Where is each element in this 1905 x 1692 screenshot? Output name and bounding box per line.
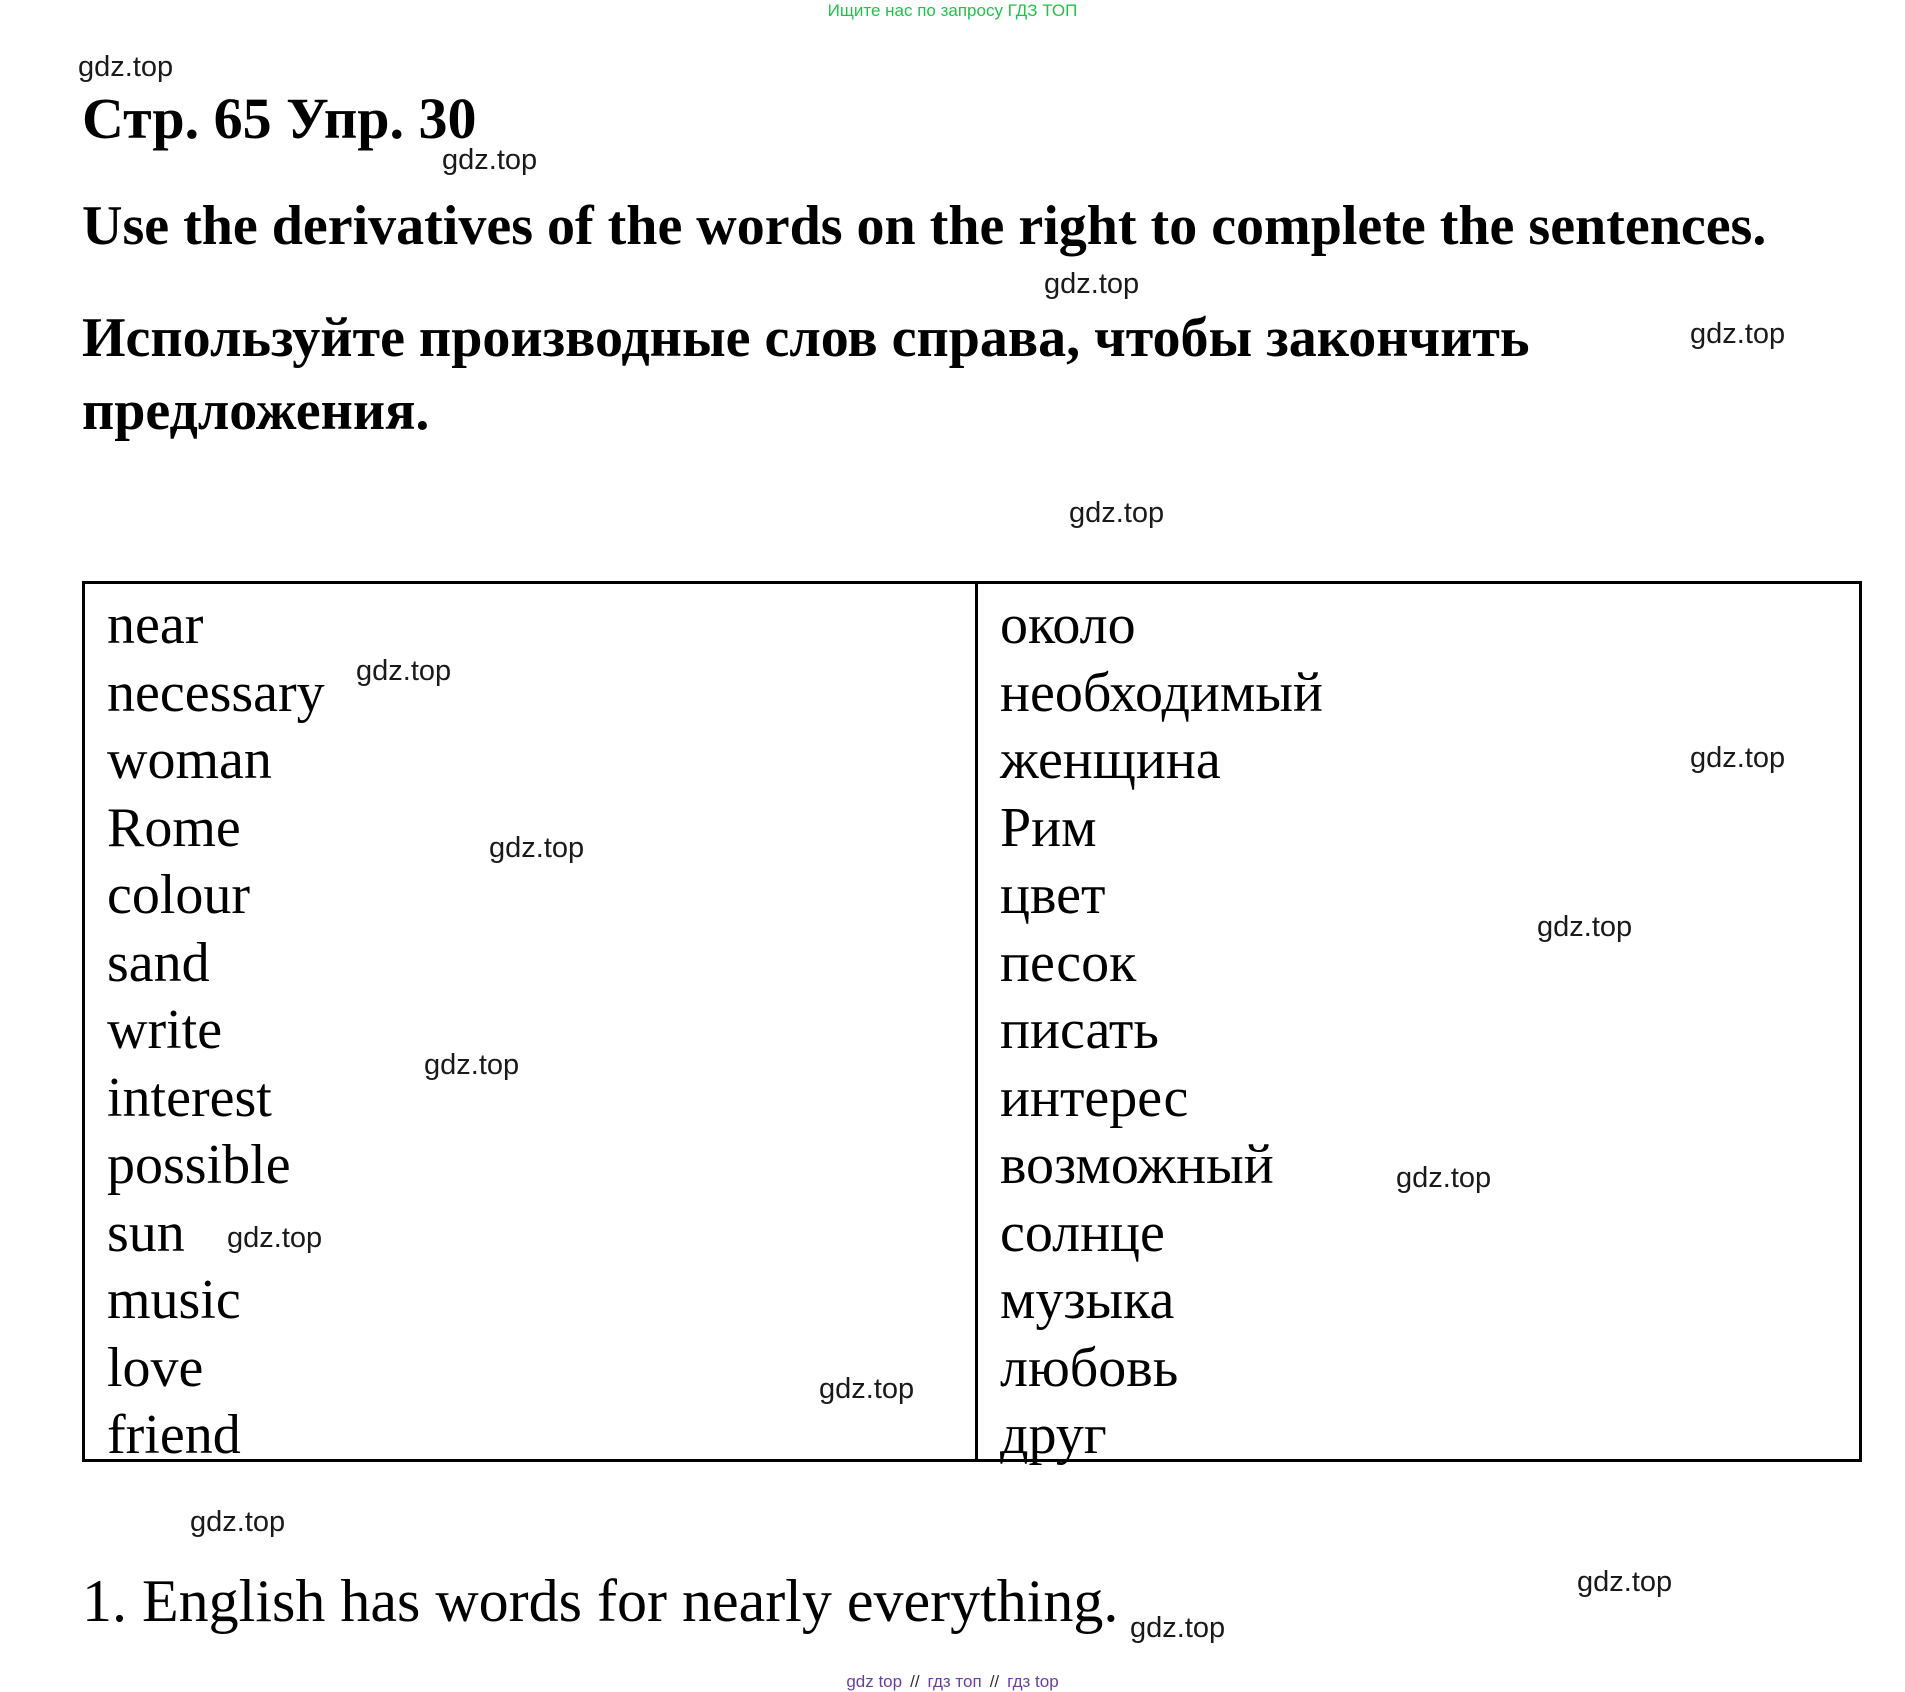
separator: // bbox=[910, 1672, 920, 1691]
english-word: music bbox=[107, 1269, 241, 1331]
russian-word: около bbox=[1000, 594, 1136, 656]
watermark: gdz.top bbox=[1577, 1566, 1673, 1598]
bottom-banner-link[interactable]: гдз топ bbox=[927, 1672, 982, 1691]
english-word: love bbox=[107, 1336, 204, 1399]
english-word: woman bbox=[107, 729, 272, 791]
russian-word: любовь bbox=[1000, 1336, 1179, 1399]
column-divider bbox=[975, 584, 978, 1459]
watermark: gdz.top bbox=[442, 144, 538, 176]
english-word: sand bbox=[107, 931, 210, 994]
vocabulary-table bbox=[82, 581, 1862, 1466]
russian-word: женщина bbox=[1000, 729, 1221, 791]
russian-word: цвет bbox=[1000, 864, 1106, 926]
english-word: possible bbox=[107, 1134, 291, 1196]
russian-column bbox=[1000, 592, 1323, 1470]
english-word: interest bbox=[107, 1066, 272, 1129]
watermark: gdz.top bbox=[1396, 1162, 1492, 1194]
bottom-banner-link[interactable]: gdz top bbox=[846, 1672, 903, 1691]
watermark: gdz.top bbox=[190, 1506, 286, 1538]
top-banner-link[interactable]: Ищите нас по запросу ГДЗ ТОП bbox=[827, 1, 1078, 20]
english-word: near bbox=[107, 594, 204, 656]
watermark: gdz.top bbox=[424, 1049, 520, 1081]
watermark: gdz.top bbox=[78, 51, 174, 83]
page-title: Стр. 65 Упр. 30 bbox=[82, 86, 477, 151]
watermark: gdz.top bbox=[819, 1373, 915, 1405]
watermark: gdz.top bbox=[489, 832, 585, 864]
russian-word: песок bbox=[1000, 931, 1137, 994]
watermark: gdz.top bbox=[1130, 1612, 1226, 1644]
separator: // bbox=[989, 1672, 1000, 1691]
russian-word: музыка bbox=[1000, 1269, 1175, 1331]
instruction-english: Use the derivatives of the words on the right to complete the sentences. bbox=[82, 195, 1767, 257]
russian-word: Рим bbox=[1000, 796, 1097, 859]
sentence-1: 1. English has words for nearly everything. bbox=[82, 1568, 1119, 1634]
instruction-russian: Используйте производные слов справа, чтобы закончить предложения. bbox=[82, 307, 1530, 442]
english-word: sun bbox=[107, 1201, 185, 1264]
russian-word: писать bbox=[1000, 999, 1159, 1061]
watermark: gdz.top bbox=[1069, 497, 1165, 529]
russian-word: солнце bbox=[1000, 1201, 1165, 1264]
watermark: gdz.top bbox=[1690, 742, 1786, 774]
english-word: Rome bbox=[107, 796, 241, 859]
english-word: friend bbox=[107, 1404, 241, 1466]
watermark: gdz.top bbox=[1044, 268, 1140, 300]
russian-word: возможный bbox=[1000, 1134, 1274, 1196]
english-column bbox=[107, 592, 325, 1470]
english-word: necessary bbox=[107, 661, 325, 724]
watermark: gdz.top bbox=[227, 1222, 323, 1254]
bottom-banner-link[interactable]: гдз top bbox=[1007, 1672, 1059, 1691]
watermark: gdz.top bbox=[1690, 318, 1786, 350]
watermark: gdz.top bbox=[1537, 911, 1633, 943]
russian-word: необходимый bbox=[1000, 661, 1323, 724]
russian-word: интерес bbox=[1000, 1066, 1189, 1129]
watermark: gdz.top bbox=[356, 655, 452, 687]
english-word: write bbox=[107, 999, 223, 1061]
bottom-banner bbox=[0, 1672, 1905, 1692]
russian-word: друг bbox=[1000, 1404, 1107, 1466]
english-word: colour bbox=[107, 864, 251, 926]
